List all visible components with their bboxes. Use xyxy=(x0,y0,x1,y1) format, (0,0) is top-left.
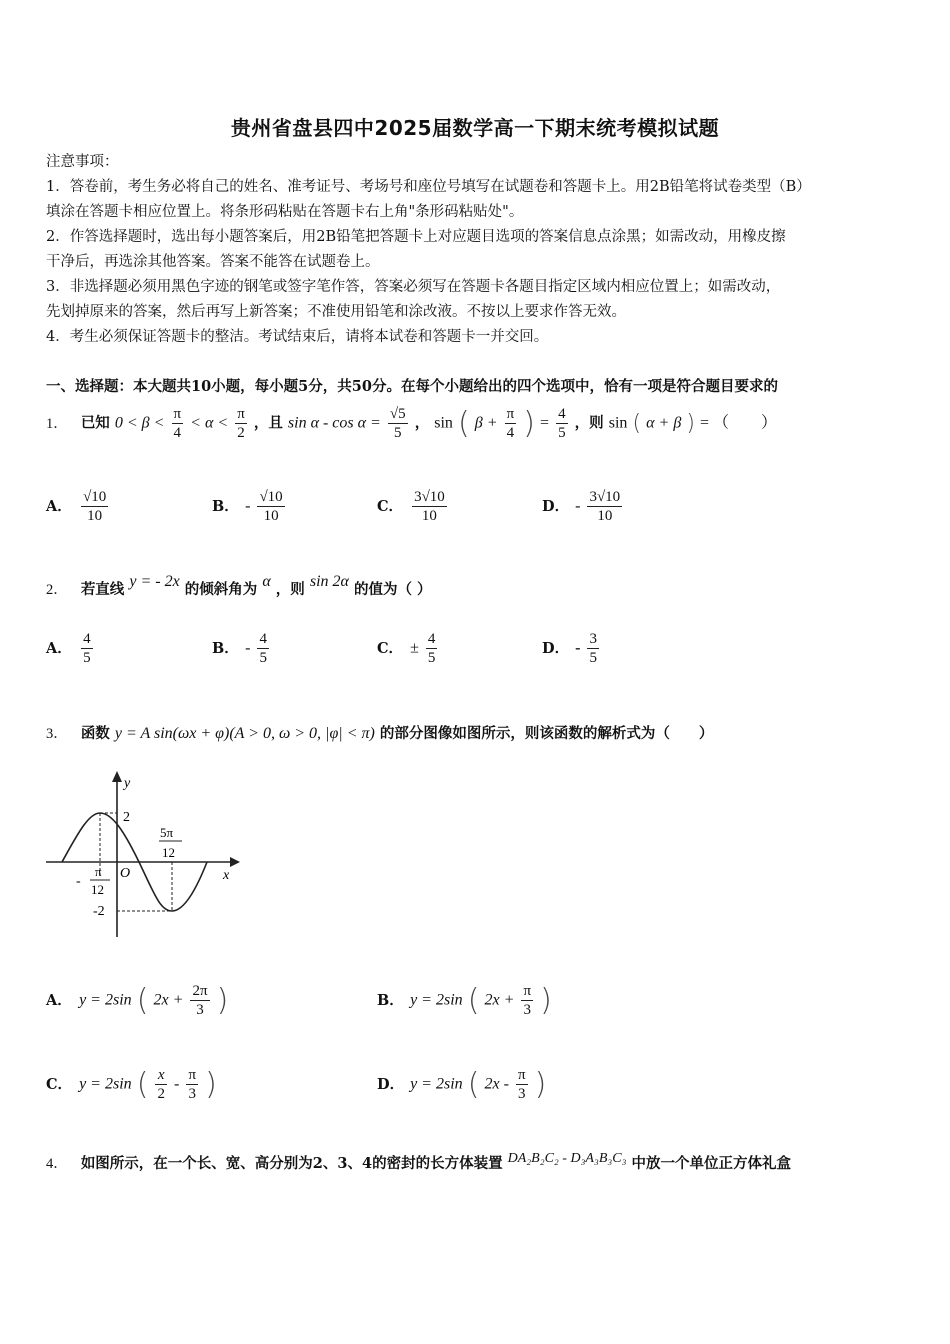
right-tick-num: 5π xyxy=(160,825,174,840)
numerator: √10 xyxy=(83,489,107,505)
math-expr: 2x + xyxy=(484,991,515,1009)
math-expr: 2x + xyxy=(153,991,184,1009)
notes-line: 干净后，再选涂其他答案。答案不能答在试题卷上。 xyxy=(46,254,380,270)
x-axis-arrow xyxy=(230,857,240,867)
math-expr: 2x - xyxy=(484,1075,509,1093)
numerator: 4 xyxy=(427,631,436,647)
question-text: 若直线 xyxy=(80,581,125,598)
question-text: ，则 xyxy=(574,414,604,432)
numerator: √10 xyxy=(259,489,283,505)
math-expr: sin xyxy=(434,414,453,432)
option-label: D． xyxy=(542,497,570,515)
left-tick-num: π xyxy=(95,864,102,879)
denominator: 3 xyxy=(521,1000,533,1019)
option-a[interactable] xyxy=(46,488,110,525)
numerator: 3√10 xyxy=(589,489,621,505)
fraction xyxy=(587,630,599,667)
question-text: 如图所示，在一个长、宽、高分别为2、3、4的密封的长方体装置 xyxy=(80,1155,503,1172)
paren-left: ( xyxy=(136,1067,149,1102)
math-expr: - xyxy=(174,1075,180,1093)
denominator: 5 xyxy=(259,650,267,666)
question-text: 已知 xyxy=(80,414,110,432)
math-expr: y = 2sin xyxy=(410,991,463,1009)
paren-right: ) xyxy=(534,1067,547,1102)
notes-line: 填涂在答题卡相应位置上。将条形码粘贴在答题卡右上角"条形码粘贴处"。 xyxy=(46,204,524,220)
denominator: 5 xyxy=(589,650,597,666)
fraction xyxy=(388,405,408,442)
right-tick-den: 12 xyxy=(162,845,175,860)
question-4 xyxy=(46,1152,791,1173)
question-text: 函数 xyxy=(80,725,110,742)
fraction xyxy=(190,982,209,1019)
paren-left: ( xyxy=(136,983,149,1018)
option-label: D． xyxy=(377,1075,405,1093)
fraction xyxy=(172,405,184,442)
question-text: 的倾斜角为 xyxy=(184,581,258,598)
notes-line: 3．非选择题必须用黑色字迹的钢笔或签字笔作答，答案必须写在答题卡各题目指定区域内相应位置上；如需改动， xyxy=(46,279,781,295)
notes-heading: 注意事项： xyxy=(46,154,119,170)
option-b[interactable] xyxy=(377,982,552,1019)
fraction xyxy=(155,1066,167,1103)
math-expr: sin xyxy=(608,414,628,432)
math-expr: < α < xyxy=(190,414,229,432)
notes-line: 2．作答选择题时，选出每小题答案后，用2B铅笔把答题卡上对应题目选项的答案信息点涂黑；如需改动，用橡皮擦 xyxy=(46,229,786,245)
fraction xyxy=(186,1066,198,1103)
denominator: 5 xyxy=(558,425,566,441)
left-tick-den: 12 xyxy=(91,882,104,897)
option-d[interactable] xyxy=(542,630,601,667)
option-label: A． xyxy=(46,497,72,515)
math-expr: = （ ） xyxy=(700,414,778,432)
numerator: 3√10 xyxy=(414,489,445,505)
option-label: D． xyxy=(542,639,570,657)
question-text: ， xyxy=(414,414,430,432)
numerator: 3 xyxy=(589,631,597,647)
fraction xyxy=(426,630,438,667)
question-text: 中放一个单位正方体礼盒 xyxy=(631,1155,792,1172)
numerator: 4 xyxy=(558,406,566,422)
math-expr: y = - 2x xyxy=(129,573,180,590)
paren-right: ) xyxy=(523,406,535,441)
notes-line: 先划掉原来的答案，然后再写上新答案；不准使用铅笔和涂改液。不按以上要求作答无效。 xyxy=(46,304,626,320)
option-sign: ± xyxy=(410,639,419,657)
option-label: C． xyxy=(377,639,404,657)
denominator: 10 xyxy=(257,506,284,525)
numerator: π xyxy=(523,983,532,999)
math-expr: y = 2sin xyxy=(79,991,132,1009)
option-label: B． xyxy=(377,991,404,1009)
left-tick-sign: - xyxy=(76,874,81,889)
fraction xyxy=(412,488,447,525)
fraction xyxy=(556,405,568,442)
denominator: 5 xyxy=(388,423,408,442)
option-label: C． xyxy=(46,1075,73,1093)
option-d[interactable] xyxy=(542,488,624,525)
fraction xyxy=(505,405,517,442)
denominator: 2 xyxy=(235,423,247,442)
numerator: π xyxy=(173,406,182,422)
math-expr: sin 2α xyxy=(309,573,349,590)
option-c[interactable] xyxy=(377,630,439,667)
numerator: π xyxy=(188,1067,197,1083)
notes-line: 4．考生必须保证答题卡的整洁。考试结束后，请将本试卷和答题卡一并交回。 xyxy=(46,329,549,345)
option-sign: - xyxy=(575,497,581,515)
math-expr: sin α - cos α = xyxy=(287,414,381,432)
option-b[interactable] xyxy=(212,630,271,667)
question-number: 3． xyxy=(46,726,68,742)
option-label: C． xyxy=(377,497,404,515)
option-sign: - xyxy=(575,639,581,657)
paren-right: ) xyxy=(540,983,552,1018)
denominator: 10 xyxy=(587,506,622,525)
y-axis-arrow xyxy=(112,771,122,782)
paren-left: ( xyxy=(467,983,480,1018)
numerator: π xyxy=(237,406,245,422)
option-d[interactable] xyxy=(377,1066,546,1103)
math-expr: α xyxy=(262,573,271,590)
option-sign: - xyxy=(245,497,251,515)
math-expr: y = 2sin xyxy=(79,1075,132,1093)
denominator: 4 xyxy=(505,423,517,442)
paren-left: ( xyxy=(457,406,470,441)
denominator: 3 xyxy=(190,1000,209,1019)
paren-right: ) xyxy=(205,1067,217,1102)
option-c[interactable] xyxy=(377,488,449,525)
fraction xyxy=(81,488,108,525)
denominator: 10 xyxy=(81,506,108,525)
math-expr: y = 2sin xyxy=(410,1075,463,1093)
question-2 xyxy=(46,573,432,599)
option-label: B． xyxy=(212,639,239,657)
fraction xyxy=(235,405,247,442)
section-heading: 一、选择题：本大题共10小题，每小题5分，共50分。在每个小题给出的四个选项中，恰有一项是符合题目要求的 xyxy=(46,378,778,395)
question-number: 2． xyxy=(46,582,68,598)
math-expr: = xyxy=(540,414,550,432)
option-label: A． xyxy=(46,639,72,657)
option-label: B． xyxy=(212,497,239,515)
math-expr: α + β xyxy=(646,414,682,432)
max-label: 2 xyxy=(123,810,130,825)
denominator: 2 xyxy=(157,1086,165,1102)
fraction xyxy=(257,488,284,525)
notes-block xyxy=(46,150,908,350)
denominator: 5 xyxy=(83,650,91,666)
min-label: -2 xyxy=(93,904,105,919)
math-expr: DA₂B₂C₂ - D₃A₃B₃C₃ xyxy=(507,1151,627,1166)
question-text: ，且 xyxy=(253,414,283,432)
question-number: 1． xyxy=(46,415,68,432)
numerator: √5 xyxy=(389,406,406,422)
fraction xyxy=(516,1066,528,1103)
paren-right: ) xyxy=(216,983,229,1018)
notes-line: 1．答卷前，考生务必将自己的姓名、准考证号、考场号和座位号填写在试题卷和答题卡上。用2B铅笔将试卷类型（B） xyxy=(46,179,811,195)
option-b[interactable] xyxy=(212,488,287,525)
numerator: 2π xyxy=(192,983,208,999)
option-a[interactable] xyxy=(46,982,228,1019)
paren-right: ) xyxy=(686,411,695,436)
page-title: 贵州省盘县四中2025届数学高一下期末统考模拟试题 xyxy=(230,116,720,140)
option-label: A． xyxy=(46,991,72,1009)
math-expr: 0 < β < xyxy=(114,414,165,432)
math-expr: β + xyxy=(474,414,498,432)
y-axis-label: y xyxy=(124,776,131,791)
question-3 xyxy=(46,722,713,743)
denominator: 5 xyxy=(427,650,436,666)
sine-graph xyxy=(40,765,250,945)
denominator: 3 xyxy=(516,1084,528,1103)
denominator: 4 xyxy=(172,423,184,442)
numerator: x xyxy=(157,1067,165,1083)
option-a[interactable] xyxy=(46,630,95,667)
numerator: 4 xyxy=(259,631,267,647)
question-text: ，则 xyxy=(275,581,305,598)
question-1 xyxy=(46,405,777,442)
question-text: 的值为（ ） xyxy=(354,581,432,598)
numerator: π xyxy=(506,406,515,422)
option-sign: - xyxy=(245,639,251,657)
x-axis-label: x xyxy=(223,868,230,883)
paren-left: ( xyxy=(467,1067,480,1102)
question-text: 的部分图像如图所示，则该函数的解析式为（ ） xyxy=(379,725,714,742)
fraction xyxy=(257,630,269,667)
numerator: 4 xyxy=(83,631,91,647)
origin-label: O xyxy=(120,866,131,881)
fraction xyxy=(81,630,93,667)
question-number: 4． xyxy=(46,1156,68,1172)
option-c[interactable] xyxy=(46,1066,217,1103)
paren-left: ( xyxy=(632,411,642,436)
fraction xyxy=(521,982,533,1019)
denominator: 3 xyxy=(186,1084,198,1103)
denominator: 10 xyxy=(412,506,447,525)
fraction xyxy=(587,488,622,525)
math-expr: y = A sin(ωx + φ)(A > 0, ω > 0, |φ| < π) xyxy=(114,725,375,742)
numerator: π xyxy=(517,1067,526,1083)
